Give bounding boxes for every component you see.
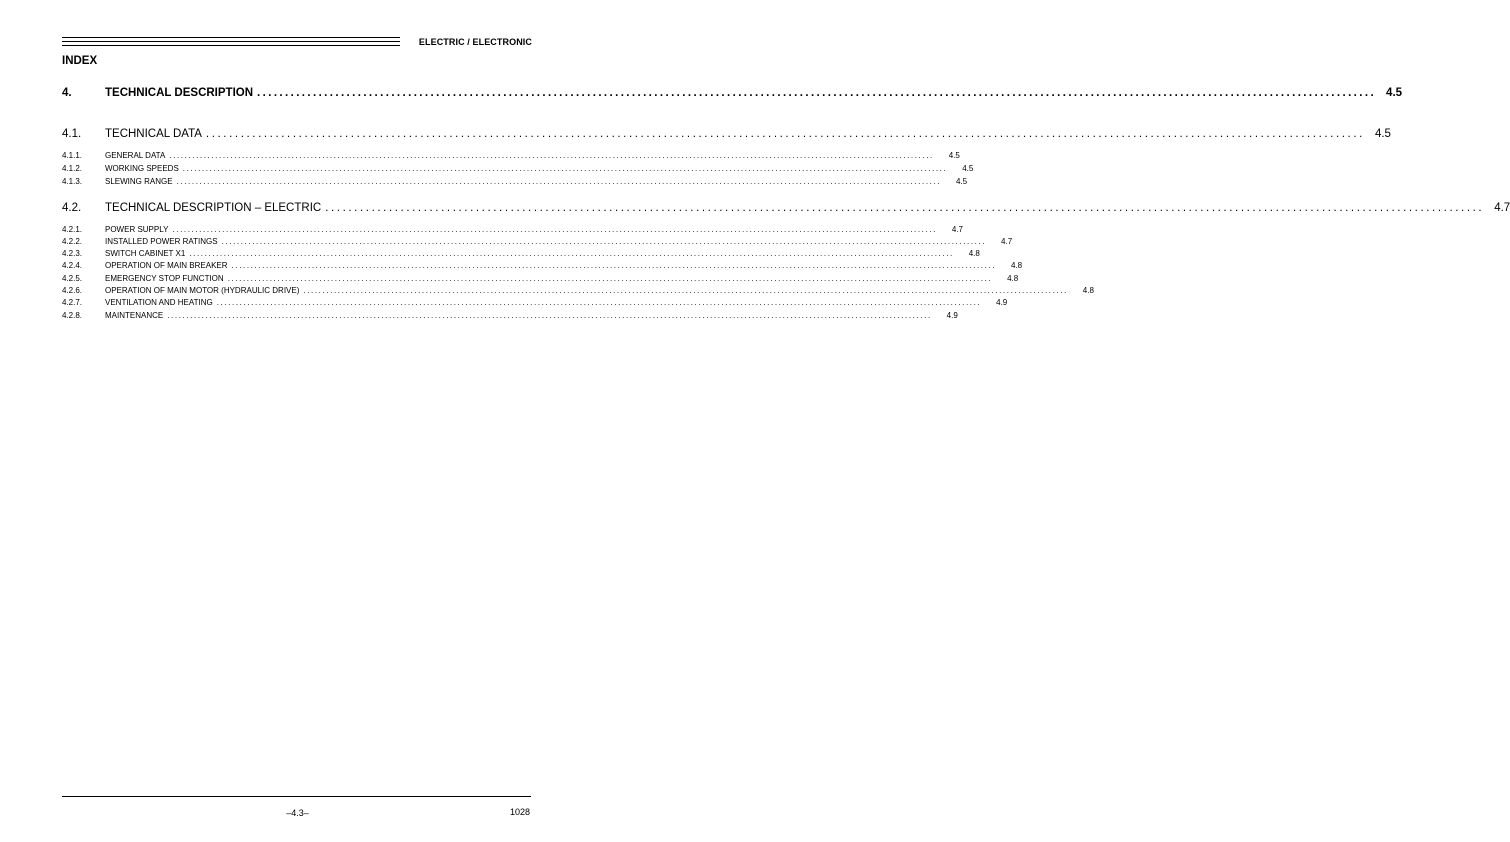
toc-page: 4.8 — [1082, 286, 1094, 295]
toc-page: 4.9 — [946, 311, 958, 320]
toc-section-4-1[interactable] — [62, 128, 1391, 140]
toc-page: 4.5 — [955, 177, 968, 186]
toc-leader-dots: ........................................................................................................................................................................................................ — [205, 128, 1365, 140]
toc-title: TECHNICAL DESCRIPTION — [105, 87, 254, 99]
toc-item-4-2-5[interactable] — [62, 274, 1019, 283]
toc-leader-dots: ........................................................................................................................................................................................................ — [227, 274, 993, 283]
toc-chapter-4[interactable] — [62, 87, 1403, 99]
toc-number: 4.2.2. — [62, 237, 83, 246]
toc-section-4-2[interactable] — [62, 202, 1510, 214]
toc-page: 4.5 — [948, 151, 960, 160]
toc-number: 4.2.5. — [62, 274, 83, 283]
toc-leader-dots: ........................................................................................................................................................................................................ — [257, 87, 1377, 99]
footer-doc-code: 1028 — [509, 807, 530, 817]
toc-number: 4.2.1. — [62, 225, 83, 234]
toc-leader-dots: ........................................................................................................................................................................................................ — [167, 311, 932, 320]
toc-title: EMERGENCY STOP FUNCTION — [105, 274, 224, 283]
toc-title: OPERATION OF MAIN MOTOR (HYDRAULIC DRIVE) — [105, 286, 300, 295]
toc-item-4-1-1[interactable] — [62, 151, 960, 160]
toc-title: WORKING SPEEDS — [105, 164, 179, 173]
toc-title: POWER SUPPLY — [105, 225, 169, 234]
toc-number: 4.2. — [62, 202, 82, 214]
toc-title: TECHNICAL DESCRIPTION – ELECTRIC — [105, 202, 322, 214]
toc-title: SLEWING RANGE — [105, 177, 173, 186]
toc-page: 4.5 — [962, 164, 974, 173]
toc-number: 4.1.1. — [62, 151, 83, 160]
toc-leader-dots: ........................................................................................................................................................................................................ — [303, 286, 1068, 295]
toc-item-4-2-8[interactable] — [62, 311, 958, 320]
toc-title: SWITCH CABINET X1 — [105, 249, 186, 258]
toc-leader-dots: ........................................................................................................................................................................................................ — [172, 225, 937, 234]
toc-item-4-2-2[interactable] — [62, 237, 1013, 246]
toc-number: 4.1. — [62, 128, 82, 140]
index-title: INDEX — [62, 55, 98, 67]
footer-rule — [62, 796, 531, 797]
toc-title: OPERATION OF MAIN BREAKER — [105, 261, 228, 270]
toc-item-4-2-3[interactable] — [62, 249, 980, 258]
toc-number: 4.2.6. — [62, 286, 83, 295]
toc-title: GENERAL DATA — [105, 151, 166, 160]
toc-page: 4.9 — [996, 298, 1008, 307]
toc-page: 4.8 — [1010, 261, 1023, 270]
toc-title: MAINTENANCE — [105, 311, 164, 320]
toc-number: 4.1.3. — [62, 177, 83, 186]
toc-page: 4.5 — [1386, 87, 1403, 99]
toc-number: 4.1.2. — [62, 164, 83, 173]
toc-number: 4. — [62, 87, 72, 99]
toc-number: 4.2.8. — [62, 311, 83, 320]
toc-number: 4.2.7. — [62, 298, 83, 307]
toc-leader-dots: ........................................................................................................................................................................................................ — [231, 261, 997, 270]
toc-leader-dots: ........................................................................................................................................................................................................ — [216, 298, 982, 307]
toc-page: 4.7 — [951, 225, 963, 234]
header-rule — [62, 37, 400, 46]
toc-page: 4.7 — [1001, 237, 1013, 246]
toc-leader-dots: ........................................................................................................................................................................................................ — [189, 249, 954, 258]
toc-item-4-1-2[interactable] — [62, 164, 974, 173]
toc-leader-dots: ........................................................................................................................................................................................................ — [221, 237, 987, 246]
toc-leader-dots: ........................................................................................................................................................................................................ — [169, 151, 934, 160]
toc-item-4-2-1[interactable] — [62, 225, 963, 234]
toc-leader-dots: ........................................................................................................................................................................................................ — [176, 177, 942, 186]
toc-page: 4.8 — [968, 249, 980, 258]
toc-leader-dots: ........................................................................................................................................................................................................ — [182, 164, 948, 173]
toc-page: 4.7 — [1494, 202, 1510, 214]
toc-page: 4.8 — [1007, 274, 1019, 283]
toc-item-4-2-7[interactable] — [62, 298, 1008, 307]
toc-title: TECHNICAL DATA — [105, 128, 202, 140]
toc-page: 4.5 — [1374, 128, 1391, 140]
toc-number: 4.2.3. — [62, 249, 83, 258]
toc-number: 4.2.4. — [62, 261, 83, 270]
header-title: ELECTRIC / ELECTRONIC — [418, 37, 532, 47]
toc-item-4-2-6[interactable] — [62, 286, 1094, 295]
footer-page-number: –4.3– — [286, 808, 309, 818]
toc-leader-dots: ........................................................................................................................................................................................................ — [325, 202, 1485, 214]
toc-title: INSTALLED POWER RATINGS — [105, 237, 218, 246]
toc-title: VENTILATION AND HEATING — [105, 298, 213, 307]
toc-item-4-2-4[interactable] — [62, 261, 1023, 270]
toc-item-4-1-3[interactable] — [62, 177, 968, 186]
